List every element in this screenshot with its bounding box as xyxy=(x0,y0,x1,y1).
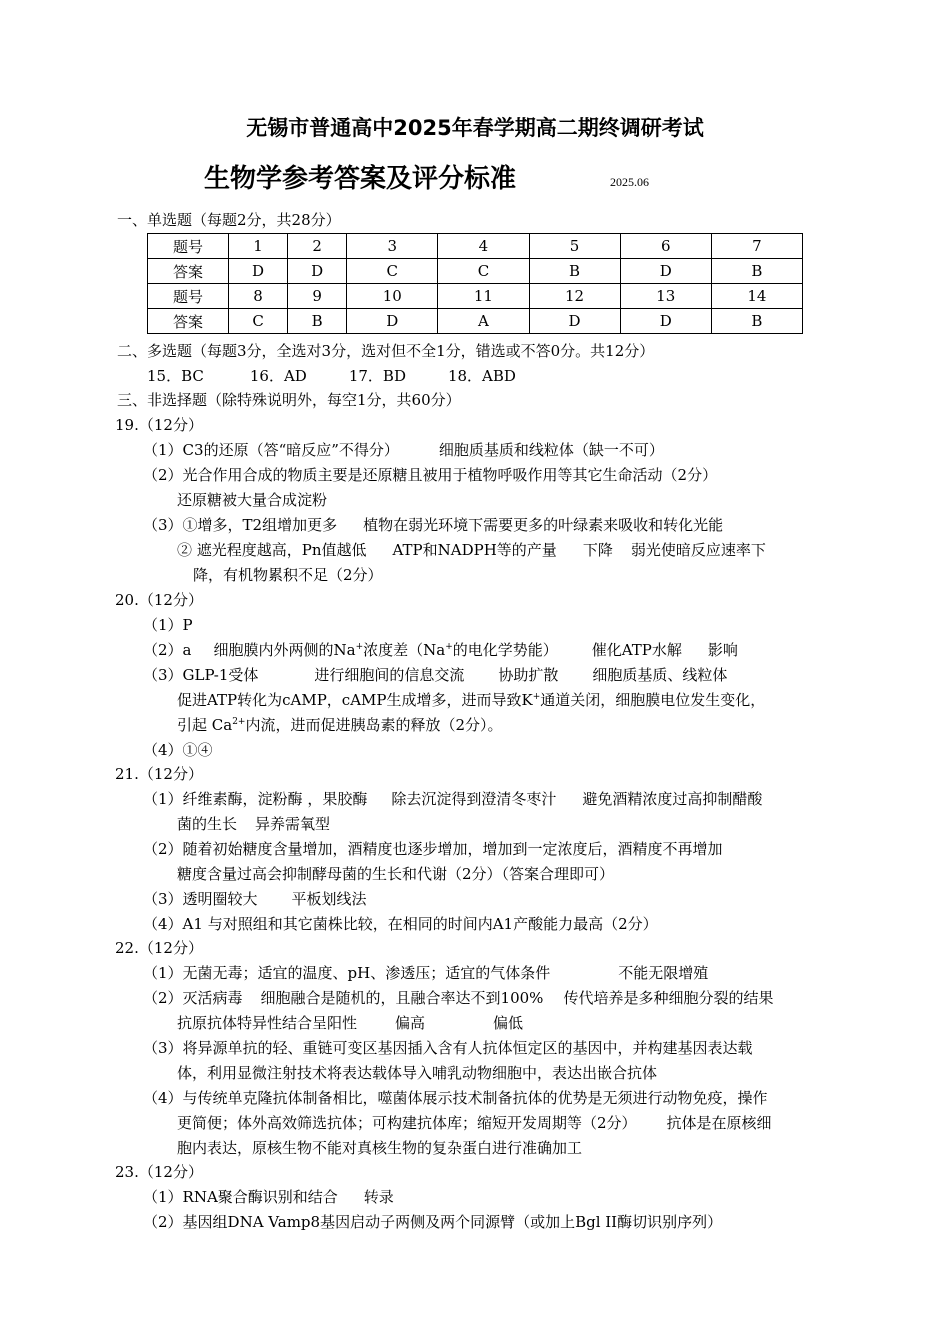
answer-text: 细胞膜内外两侧的Na xyxy=(213,641,356,659)
table-cell: 答案 xyxy=(148,259,229,284)
answer-17: 17．BD xyxy=(348,367,406,385)
answer-18: 18．ABD xyxy=(447,367,516,385)
answer-text: 催化ATP水解 xyxy=(591,641,682,659)
q23-answer-2: （2）基因组DNA Vamp8基因启动子两侧及两个同源臂（或加上Bgl II酶切识别序列） xyxy=(143,1213,723,1231)
q23-answer-1 xyxy=(143,1187,394,1207)
answer-text: ATP和NADPH等的产量 xyxy=(392,541,557,559)
superscript: + xyxy=(532,692,541,702)
answer-text: 影响 xyxy=(707,641,738,659)
answer-text: 偏低 xyxy=(493,1014,524,1032)
table-row xyxy=(148,284,803,309)
answer-text: （3）透明圈较大 xyxy=(143,890,258,908)
table-cell: D xyxy=(620,309,711,334)
answer-text: 植物在弱光环境下需要更多的叶绿素来吸收和转化光能 xyxy=(363,516,724,534)
q21-answer-2b: 糖度含量过高会抑制酵母菌的生长和代谢（2分）（答案合理即可） xyxy=(177,865,615,883)
answer-text: 协助扩散 xyxy=(498,666,559,684)
table-cell: C xyxy=(438,259,529,284)
q20-answer-1: （1）P xyxy=(143,616,193,634)
answer-text: （2）a xyxy=(143,641,192,659)
q21-answer-4: （4）A1 与对照组和其它菌株比较，在相同的时间内A1产酸能力最高（2分） xyxy=(143,915,658,933)
answer-16: 16．AD xyxy=(249,367,307,385)
table-cell: 13 xyxy=(620,284,711,309)
q22-answer-2 xyxy=(143,988,773,1008)
answer-text: 平板划线法 xyxy=(291,890,367,908)
table-cell: 4 xyxy=(438,234,529,259)
table-cell: B xyxy=(711,259,802,284)
q21-answer-1b xyxy=(177,814,330,834)
answer-key-title: 生物学参考答案及评分标准 xyxy=(204,164,517,194)
superscript: 2+ xyxy=(232,717,246,727)
answer-text: 抗原抗体特异性结合呈阳性 xyxy=(177,1014,358,1032)
answer-text: 弱光使暗反应速率下 xyxy=(630,541,766,559)
answer-text: 偏高 xyxy=(395,1014,426,1032)
answer-text: 细胞质基质和线粒体（缺一不可） xyxy=(438,441,664,459)
exam-date: 2025.06 xyxy=(610,175,649,189)
answer-text: 内流，进而促进胰岛素的释放（2分）。 xyxy=(245,716,503,734)
q19-answer-3c: 降，有机物累积不足（2分） xyxy=(193,566,383,584)
table-row xyxy=(148,234,803,259)
answer-text: 菌的生长 xyxy=(177,815,238,833)
answer-text: 传代培养是多种细胞分裂的结果 xyxy=(563,989,774,1007)
table-cell: 2 xyxy=(288,234,347,259)
answer-text: （1）RNA聚合酶识别和结合 xyxy=(143,1188,338,1206)
table-cell: 9 xyxy=(288,284,347,309)
answer-text: （1）纤维素酶，淀粉酶 ，果胶酶 xyxy=(143,790,368,808)
single-choice-answer-table xyxy=(147,233,803,334)
answer-text: ② 遮光程度越高，Pn值越低 xyxy=(177,541,367,559)
q22-answer-4: （4）与传统单克隆抗体制备相比，噬菌体展示技术制备抗体的优势是无须进行动物免疫，操作 xyxy=(143,1089,768,1107)
table-cell: 题号 xyxy=(148,234,229,259)
q20-answer-3 xyxy=(143,665,727,685)
section3-heading: 三、非选择题（除特殊说明外，每空1分，共60分） xyxy=(117,391,461,409)
q22-heading: 22.（12分） xyxy=(115,939,203,957)
q20-answer-2 xyxy=(143,640,738,660)
q22-answer-1 xyxy=(143,963,708,983)
q20-heading: 20.（12分） xyxy=(115,591,203,609)
answer-text: 抗体是在原核细 xyxy=(666,1114,772,1132)
answer-text: 除去沉淀得到澄清冬枣汁 xyxy=(391,790,557,808)
answer-text: （1）C3的还原（答“暗反应”不得分） xyxy=(143,441,399,459)
table-cell: 6 xyxy=(620,234,711,259)
answer-text: 下降 xyxy=(582,541,613,559)
table-cell: 题号 xyxy=(148,284,229,309)
q21-answer-3 xyxy=(143,889,367,909)
q20-answer-4: （4）①④ xyxy=(143,741,213,759)
q19-answer-2: （2）光合作用合成的物质主要是还原糖且被用于植物呼吸作用等其它生命活动（2分） xyxy=(143,466,718,484)
answer-text: 通道关闭，细胞膜电位发生变化， xyxy=(540,691,766,709)
table-cell: B xyxy=(711,309,802,334)
table-cell: C xyxy=(229,309,288,334)
table-cell: D xyxy=(347,309,438,334)
table-cell: 5 xyxy=(529,234,620,259)
answer-text: （1）无菌无毒；适宜的温度、pH、渗透压；适宜的气体条件 xyxy=(143,964,551,982)
superscript: + xyxy=(355,642,364,652)
answer-text: （2）灭活病毒 xyxy=(143,989,243,1007)
table-cell: 1 xyxy=(229,234,288,259)
answer-text: 不能无限增殖 xyxy=(618,964,709,982)
table-cell: 14 xyxy=(711,284,802,309)
section1-heading: 一、单选题（每题2分，共28分） xyxy=(117,211,341,229)
table-cell: D xyxy=(288,259,347,284)
q22-answer-2b xyxy=(177,1013,523,1033)
q19-heading: 19.（12分） xyxy=(115,416,203,434)
answer-text: 引起 Ca xyxy=(177,716,233,734)
q22-answer-4b xyxy=(177,1113,772,1133)
superscript: + xyxy=(445,642,453,652)
table-cell: 答案 xyxy=(148,309,229,334)
table-cell: 3 xyxy=(347,234,438,259)
answer-text: 更简便；体外高效筛选抗体；可构建抗体库；缩短开发周期等（2分） xyxy=(177,1114,637,1132)
table-cell: B xyxy=(288,309,347,334)
table-cell: 10 xyxy=(347,284,438,309)
answer-text: 避免酒精浓度过高抑制醋酸 xyxy=(582,790,763,808)
answer-text: （3）GLP-1受体 xyxy=(143,666,259,684)
answer-text: 促进ATP转化为cAMP，cAMP生成增多，进而导致K xyxy=(177,691,533,709)
q19-answer-3b xyxy=(177,540,766,560)
table-cell: B xyxy=(529,259,620,284)
table-cell: A xyxy=(438,309,529,334)
q21-answer-2: （2）随着初始糖度含量增加，酒精度也逐步增加，增加到一定浓度后，酒精度不再增加 xyxy=(143,840,723,858)
q20-answer-3b xyxy=(177,690,765,710)
q19-answer-1 xyxy=(143,440,664,460)
table-row xyxy=(148,309,803,334)
q19-answer-3 xyxy=(143,515,723,535)
answer-15: 15．BC xyxy=(147,367,204,385)
q22-answer-3b: 体，利用显微注射技术将表达载体导入哺乳动物细胞中，表达出嵌合抗体 xyxy=(177,1064,658,1082)
table-cell: 7 xyxy=(711,234,802,259)
table-cell: D xyxy=(620,259,711,284)
q20-answer-3c xyxy=(177,715,503,735)
q21-heading: 21.（12分） xyxy=(115,765,203,783)
table-cell: D xyxy=(229,259,288,284)
table-cell: 12 xyxy=(529,284,620,309)
table-row xyxy=(148,259,803,284)
q19-answer-2b: 还原糖被大量合成淀粉 xyxy=(177,491,328,509)
table-cell: 11 xyxy=(438,284,529,309)
multi-choice-answers xyxy=(147,366,516,386)
answer-text: 细胞融合是随机的，且融合率达不到100% xyxy=(260,989,544,1007)
q23-heading: 23.（12分） xyxy=(115,1163,203,1181)
answer-text: 细胞质基质、线粒体 xyxy=(592,666,728,684)
section2-heading: 二、多选题（每题3分，全选对3分，选对但不全1分，错选或不答0分。共12分） xyxy=(117,342,655,360)
q21-answer-1 xyxy=(143,789,762,809)
q22-answer-4c: 胞内表达，原核生物不能对真核生物的复杂蛋白进行准确加工 xyxy=(177,1139,583,1157)
q22-answer-3: （3）将异源单抗的轻、重链可变区基因插入含有人抗体恒定区的基因中，并构建基因表达载 xyxy=(143,1039,753,1057)
answer-text: 进行细胞间的信息交流 xyxy=(314,666,465,684)
answer-text: 浓度差（Na xyxy=(363,641,446,659)
answer-text: （3）①增多，T2组增加更多 xyxy=(143,516,338,534)
exam-title: 无锡市普通高中2025年春学期高二期终调研考试 xyxy=(246,116,704,140)
answer-text: 转录 xyxy=(363,1188,394,1206)
table-cell: 8 xyxy=(229,284,288,309)
table-cell: D xyxy=(529,309,620,334)
table-cell: C xyxy=(347,259,438,284)
answer-text: 的电化学势能） xyxy=(452,641,558,659)
answer-text: 异养需氧型 xyxy=(255,815,331,833)
